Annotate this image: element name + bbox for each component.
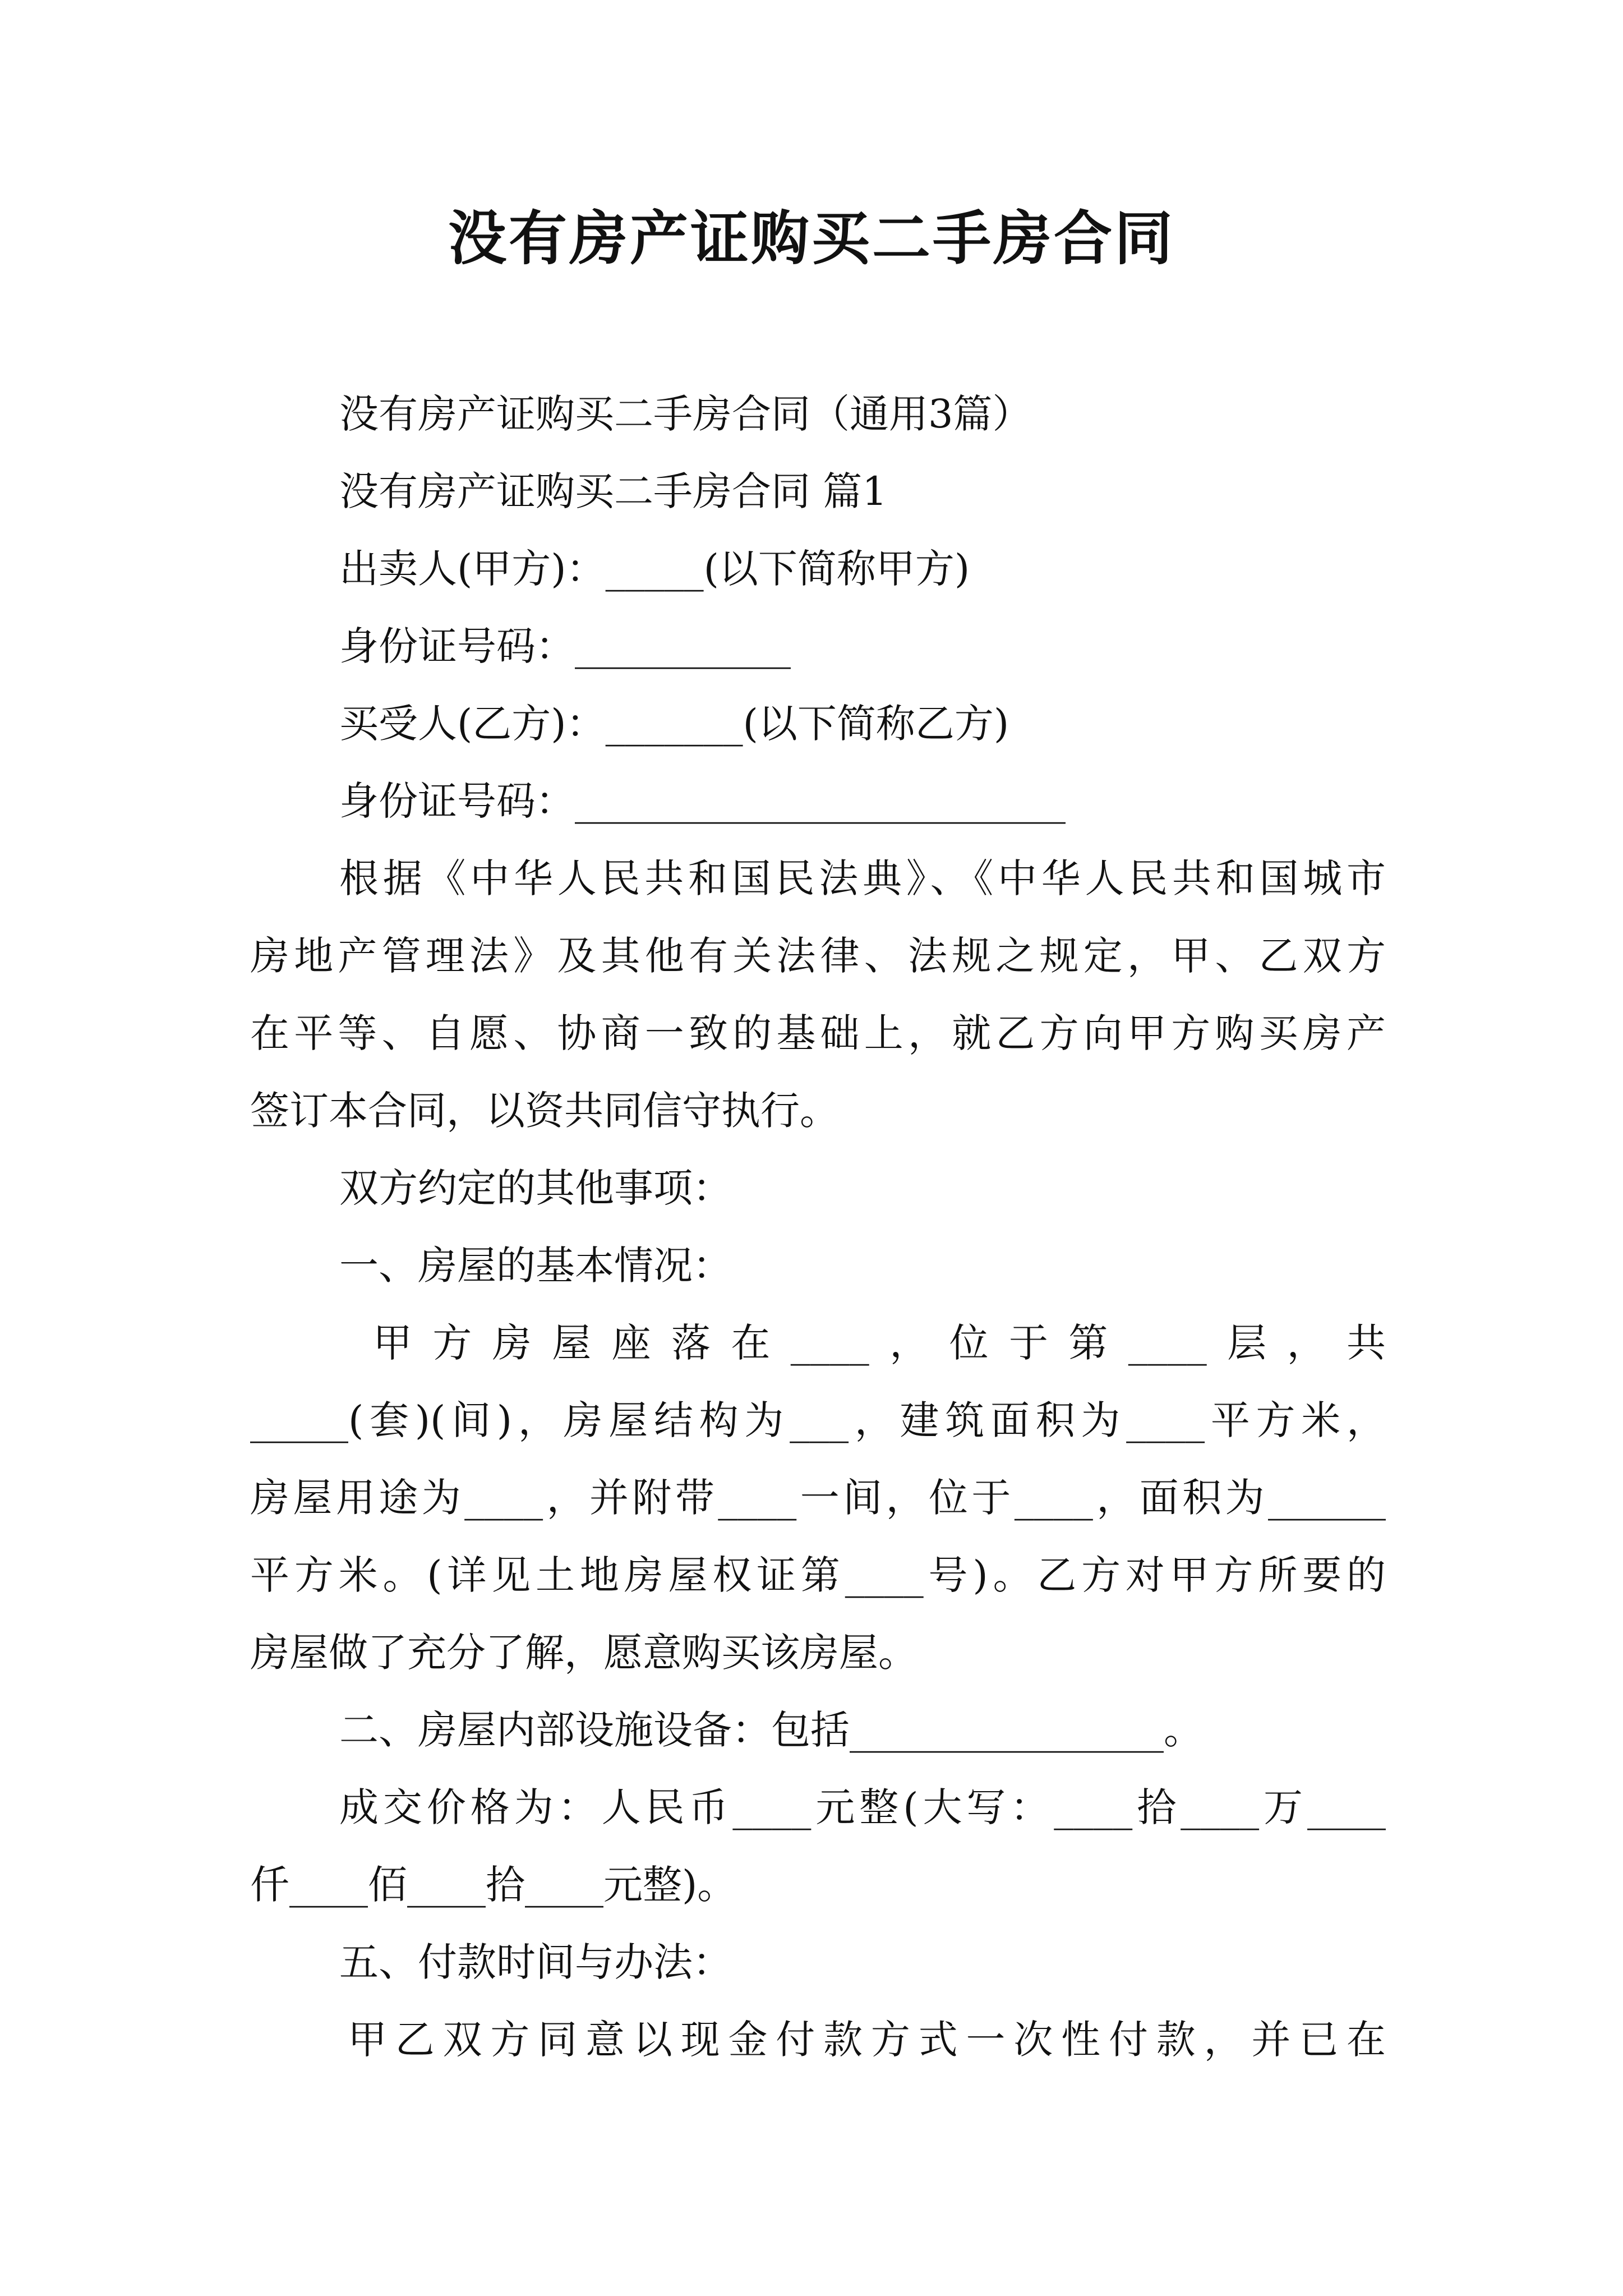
clause-heading: 五、付款时间与办法：	[339, 1939, 732, 1985]
paragraph-line: 成交价格为：人民币____元整(大写：____拾____万____	[339, 1784, 1386, 1830]
buyer-line: 买受人(乙方)：_______(以下简称乙方)	[339, 701, 1009, 747]
seller-line: 出卖人(甲方)：_____(以下简称甲方)	[339, 546, 970, 592]
section-heading: 没有房产证购买二手房合同 篇1	[339, 468, 887, 514]
paragraph-line: 签订本合同，以资共同信守执行。	[250, 1088, 839, 1134]
paragraph-line: _____(套)(间)，房屋结构为___，建筑面积为____平方米，	[250, 1397, 1386, 1443]
document-title: 没有房产证购买二手房合同	[448, 204, 1175, 273]
paragraph-line: 房屋用途为____，并附带____一间，位于____，面积为______	[250, 1475, 1386, 1521]
paragraph-line: 甲乙双方同意以现金付款方式一次性付款，并已在	[348, 2017, 1386, 2063]
clause-heading: 一、房屋的基本情况：	[339, 1243, 732, 1289]
paragraph-line: 平方米。(详见土地房屋权证第____号)。乙方对甲方所要的	[250, 1552, 1386, 1598]
paragraph-line: 根据《中华人民共和国民法典》、《中华人民共和国城市	[339, 855, 1386, 901]
subtitle-line: 没有房产证购买二手房合同（通用3篇）	[339, 391, 1032, 437]
buyer-id-line: 身份证号码：_________________________	[339, 778, 1066, 824]
seller-id-line: 身份证号码：___________	[339, 623, 791, 669]
paragraph-line: 房屋做了充分了解，愿意购买该房屋。	[250, 1630, 917, 1676]
paragraph-line: 仟____佰____拾____元整)。	[250, 1862, 737, 1908]
paragraph-line: 在平等、自愿、协商一致的基础上，就乙方向甲方购买房产	[250, 1010, 1386, 1056]
paragraph-line: 双方约定的其他事项：	[339, 1165, 732, 1211]
clause-heading: 二、房屋内部设施设备：包括________________。	[339, 1707, 1203, 1753]
paragraph-line: 甲方房屋座落在____，位于第____层，共	[373, 1320, 1386, 1366]
paragraph-line: 房地产管理法》及其他有关法律、法规之规定，甲、乙双方	[250, 933, 1386, 979]
